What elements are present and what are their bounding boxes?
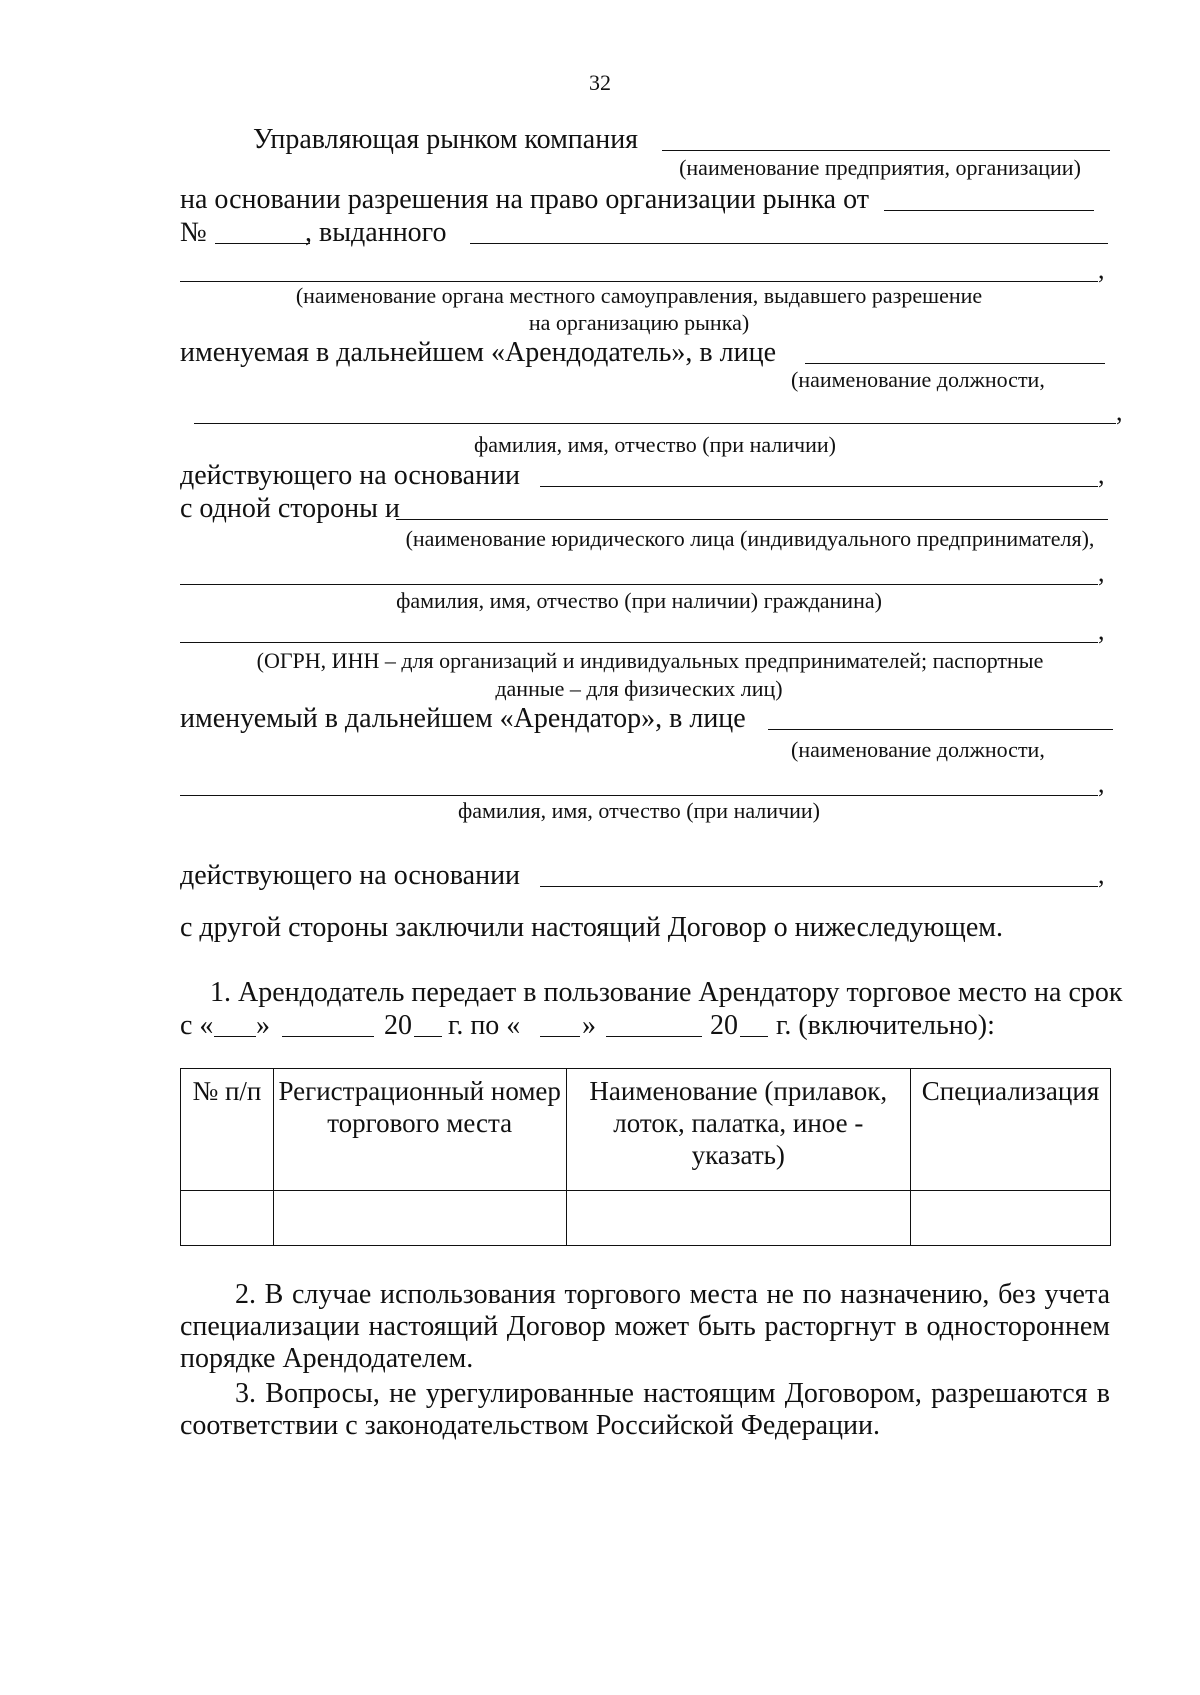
lessor-fio-caption: фамилия, имя, отчество (при наличии) (473, 432, 836, 457)
table-header-cell: № п/п (181, 1069, 274, 1191)
table-header-cell: Специализация (911, 1069, 1111, 1191)
table-header-cell: Регистрационный номер торгового места (273, 1069, 566, 1191)
lessor-basis-field[interactable] (540, 486, 1098, 487)
comma: , (1098, 769, 1105, 798)
lessee-fio-field-2[interactable] (180, 795, 1098, 796)
issuer-caption-2: на организацию рынка) (528, 310, 750, 335)
table-cell[interactable] (181, 1191, 274, 1246)
lessee-position-field[interactable] (768, 729, 1113, 730)
clause1-c-label: с « (180, 1010, 214, 1041)
issued-label: , выданного (305, 217, 447, 248)
comma: , (1098, 558, 1105, 587)
table-cell[interactable] (273, 1191, 566, 1246)
end-year-field[interactable] (740, 1036, 768, 1037)
table-cell[interactable] (911, 1191, 1111, 1246)
clause1-line1: 1. Арендодатель передает в пользование Арендатору торговое место на срок (210, 977, 1123, 1008)
close-quote: » (256, 1010, 270, 1041)
lessee-fio-caption-2: фамилия, имя, отчество (при наличии) (457, 798, 820, 823)
number-sign: № (180, 217, 207, 248)
lessor-position-caption: (наименование должности, (791, 367, 1045, 392)
start-month-field[interactable] (282, 1036, 374, 1037)
year-prefix-2: 20 (710, 1010, 738, 1041)
lessee-position-caption: (наименование должности, (791, 737, 1045, 762)
clause1-end-text: г. (включительно): (776, 1010, 995, 1041)
company-caption: (наименование предприятия, организации) (679, 155, 1081, 180)
lessee-fio-field[interactable] (180, 584, 1098, 585)
issuer-field[interactable] (470, 243, 1108, 244)
lessor-basis-label: действующего на основании (180, 460, 521, 491)
lessee-named-label: именуемый в дальнейшем «Арендатор», в лице (180, 703, 746, 734)
table-header-row (181, 1069, 1111, 1191)
lessor-named-label: именуемая в дальнейшем «Арендодатель», в лице (180, 337, 777, 368)
lessor-position-field[interactable] (805, 363, 1105, 364)
clause2: 2. В случае использования торгового места не по назначению, без учета специализации настоящий Договор может быть расторгнут в одностороннем порядке Арендодателем. (180, 1279, 1110, 1374)
lessee-fio-caption: фамилия, имя, отчество (при наличии) гражданина) (396, 588, 882, 613)
lessee-entity-field[interactable] (396, 519, 1108, 520)
permission-label: на основании разрешения на право организации рынка от (180, 184, 869, 215)
issuer-caption-1: (наименование органа местного самоуправления, выдавшего разрешение (295, 283, 983, 308)
lessee-entity-caption: (наименование юридического лица (индивидуального предпринимателя), (405, 526, 1095, 551)
end-day-field[interactable] (540, 1036, 580, 1037)
lessor-fio-field[interactable] (194, 423, 1116, 424)
table-header-cell: Наименование (прилавок, лоток, палатка, иное - указать) (566, 1069, 910, 1191)
year-suffix: г. по « (448, 1010, 521, 1041)
end-month-field[interactable] (606, 1036, 702, 1037)
start-day-field[interactable] (214, 1036, 256, 1037)
lessee-basis-label: действующего на основании (180, 860, 521, 891)
table-row (181, 1191, 1111, 1246)
table-cell[interactable] (566, 1191, 910, 1246)
comma: , (1116, 397, 1123, 426)
clause3: 3. Вопросы, не урегулированные настоящим Договором, разрешаются в соответствии с законодательством Российской Федерации. (180, 1378, 1110, 1441)
lessee-ids-caption-1: (ОГРН, ИНН – для организаций и индивидуальных предпринимателей; паспортные (256, 648, 1044, 673)
comma: , (1098, 860, 1105, 889)
lessee-ids-field[interactable] (180, 642, 1098, 643)
one-side-label: с одной стороны и (180, 493, 400, 524)
company-label: Управляющая рынком компания (253, 124, 639, 155)
company-field[interactable] (662, 150, 1110, 151)
page-number: 32 (589, 70, 611, 95)
lessee-ids-caption-2: данные – для физических лиц) (495, 676, 783, 701)
year-prefix: 20 (384, 1010, 412, 1041)
start-year-field[interactable] (414, 1036, 442, 1037)
comma: , (1098, 616, 1105, 645)
lessee-basis-field[interactable] (540, 886, 1098, 887)
comma: , (1098, 460, 1105, 489)
trading-place-table (180, 1068, 1111, 1246)
permission-date-field[interactable] (884, 210, 1094, 211)
comma: , (1098, 255, 1105, 284)
permission-number-field[interactable] (215, 243, 310, 244)
issuer-field-2[interactable] (180, 281, 1098, 282)
close-quote-2: » (582, 1010, 596, 1041)
other-side-text: с другой стороны заключили настоящий Договор о нижеследующем. (180, 912, 1004, 943)
